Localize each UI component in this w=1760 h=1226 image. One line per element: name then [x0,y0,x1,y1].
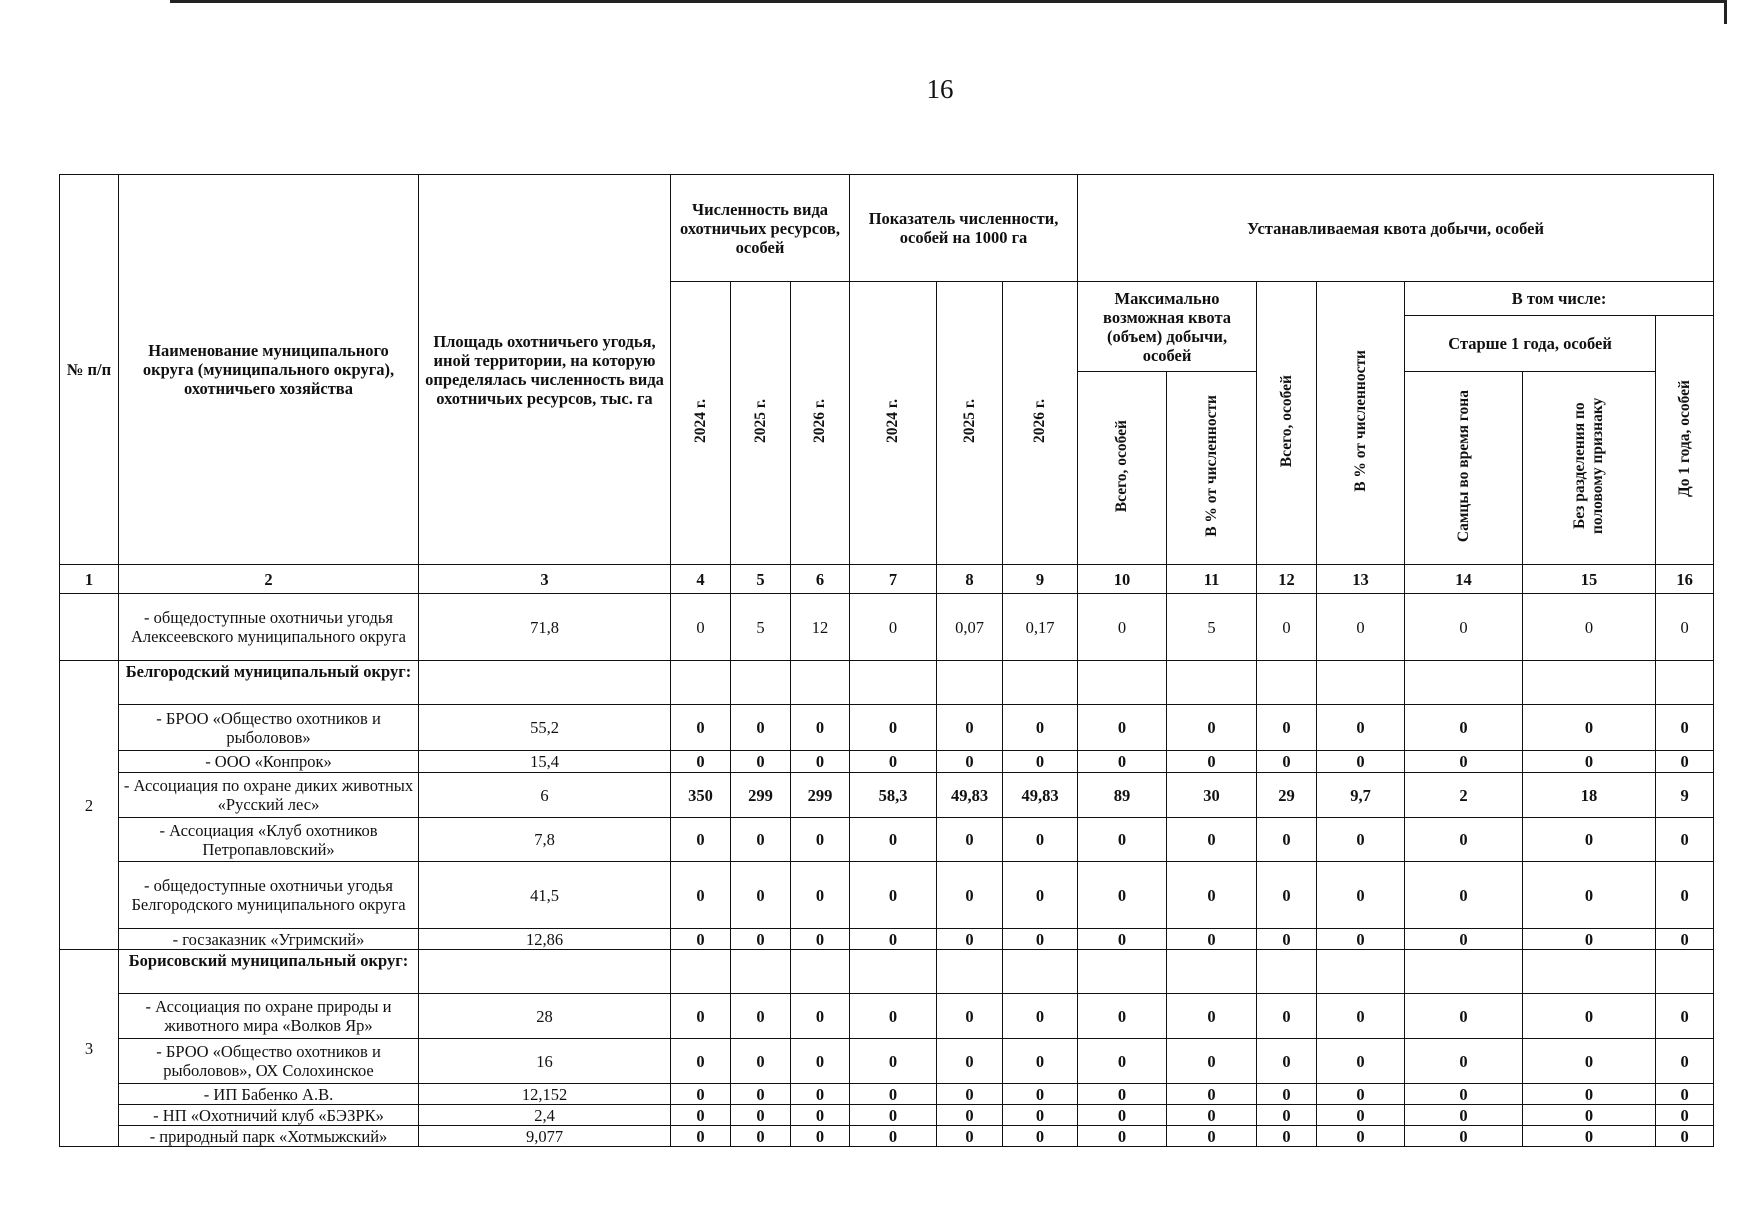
header-density-2026: 2026 г. [1003,282,1078,565]
header-area: Площадь охотничьего угодья, иной территории, на которую определялась численность вида охотничьих ресурсов, тыс. га [419,175,671,565]
value-cell: 0 [850,994,937,1039]
value-cell: 0 [1656,1105,1714,1126]
empty-cell [671,661,731,705]
value-cell: 0 [1003,1126,1078,1147]
value-cell: 0 [1656,1039,1714,1084]
hunting-ground-name: - НП «Охотничий клуб «БЭЗРК» [119,1105,419,1126]
value-cell: 0 [1405,1126,1523,1147]
area-cell: 6 [419,773,671,818]
column-number: 8 [937,565,1003,594]
value-cell: 0 [791,1105,850,1126]
value-cell: 0 [671,705,731,751]
table-row [60,929,1714,950]
area-cell: 28 [419,994,671,1039]
value-cell: 0 [791,751,850,773]
value-cell: 0 [731,818,791,862]
value-cell: 0 [791,929,850,950]
column-number: 16 [1656,565,1714,594]
empty-cell [937,661,1003,705]
column-number: 5 [731,565,791,594]
table-row [60,1126,1714,1147]
value-cell: 0 [937,994,1003,1039]
value-cell: 0 [1078,994,1167,1039]
table-row [60,862,1714,929]
value-cell: 0 [1656,1084,1714,1105]
hunting-ground-name: - Ассоциация по охране диких животных «Русский лес» [119,773,419,818]
district-row [60,661,1714,705]
empty-cell [1257,661,1317,705]
table-row [60,818,1714,862]
value-cell: 0 [1405,862,1523,929]
empty-cell [1257,950,1317,994]
header-total: Всего, особей [1257,282,1317,565]
value-cell: 30 [1167,773,1257,818]
value-cell: 0 [1003,994,1078,1039]
value-cell: 0 [1167,705,1257,751]
value-cell: 0 [1078,862,1167,929]
value-cell: 0 [937,1126,1003,1147]
empty-cell [1167,661,1257,705]
value-cell: 0 [1317,1126,1405,1147]
empty-cell [419,661,671,705]
value-cell: 0 [1523,705,1656,751]
value-cell: 0 [937,1105,1003,1126]
value-cell: 0 [1003,1084,1078,1105]
value-cell: 0 [731,1126,791,1147]
column-number: 10 [1078,565,1167,594]
value-cell: 0 [1405,994,1523,1039]
area-cell: 12,86 [419,929,671,950]
value-cell: 0 [1078,1105,1167,1126]
value-cell: 0 [791,1126,850,1147]
value-cell: 0 [1317,929,1405,950]
value-cell: 0 [1317,994,1405,1039]
value-cell: 0 [1257,994,1317,1039]
hunting-ground-name: - Ассоциация по охране природы и животного мира «Волков Яр» [119,994,419,1039]
value-cell: 0 [1078,705,1167,751]
value-cell: 0 [850,705,937,751]
area-cell: 16 [419,1039,671,1084]
header-pop-2025: 2025 г. [731,282,791,565]
table-row [60,594,1714,661]
hunting-ground-name: - БРОО «Общество охотников и рыболовов», ОХ Солохинское [119,1039,419,1084]
hunting-ground-name: - общедоступные охотничьи угодья Алексеевского муниципального округа [119,594,419,661]
empty-cell [1078,661,1167,705]
header-no: № п/п [60,175,119,565]
value-cell: 0 [1405,594,1523,661]
area-cell: 2,4 [419,1105,671,1126]
empty-cell [671,950,731,994]
value-cell: 0 [1078,1084,1167,1105]
top-border-line [170,0,1725,3]
table-row [60,1105,1714,1126]
value-cell: 0 [1257,751,1317,773]
value-cell: 0 [1656,751,1714,773]
header-max-total: Всего, особей [1078,372,1167,565]
value-cell: 0 [1167,1126,1257,1147]
empty-cell [1656,661,1714,705]
value-cell: 0 [1167,1039,1257,1084]
value-cell: 0 [1656,862,1714,929]
hunting-ground-name: - ИП Бабенко А.В. [119,1084,419,1105]
empty-cell [1317,661,1405,705]
district-name: Белгородский муниципальный округ: [119,661,419,705]
value-cell: 0 [937,818,1003,862]
district-name: Борисовский муниципальный округ: [119,950,419,994]
area-cell: 15,4 [419,751,671,773]
value-cell: 0 [731,862,791,929]
value-cell: 0 [1317,862,1405,929]
table-row [60,994,1714,1039]
header-row-1 [60,175,1714,282]
column-number: 14 [1405,565,1523,594]
area-cell: 9,077 [419,1126,671,1147]
value-cell: 49,83 [1003,773,1078,818]
value-cell: 9,7 [1317,773,1405,818]
empty-cell [937,950,1003,994]
value-cell: 0 [850,594,937,661]
value-cell: 0 [1003,705,1078,751]
value-cell: 0 [1317,594,1405,661]
header-max-quota: Максимально возможная квота (объем) добычи, особей [1078,282,1257,372]
column-number: 6 [791,565,850,594]
value-cell: 0 [937,862,1003,929]
empty-cell [1167,950,1257,994]
row-number: 3 [60,950,119,1147]
value-cell: 0 [1656,994,1714,1039]
value-cell: 0 [1656,594,1714,661]
value-cell: 0 [1656,929,1714,950]
column-number: 7 [850,565,937,594]
table-row [60,773,1714,818]
empty-cell [731,950,791,994]
value-cell: 0 [1523,994,1656,1039]
header-no-sex-split: Без разделения по половому признаку [1523,372,1656,565]
header-name: Наименование муниципального округа (муниципального округа), охотничьего хозяйства [119,175,419,565]
value-cell: 0 [671,818,731,862]
value-cell: 0 [671,751,731,773]
column-number: 13 [1317,565,1405,594]
empty-cell [1523,661,1656,705]
area-cell: 12,152 [419,1084,671,1105]
value-cell: 0 [1078,751,1167,773]
area-cell: 55,2 [419,705,671,751]
value-cell: 0 [1257,1126,1317,1147]
header-density-2025: 2025 г. [937,282,1003,565]
empty-cell [791,950,850,994]
area-cell: 71,8 [419,594,671,661]
value-cell: 0 [1523,1126,1656,1147]
header-under-1: До 1 года, особей [1656,316,1714,565]
value-cell: 0 [1405,705,1523,751]
row-number [60,594,119,661]
value-cell: 58,3 [850,773,937,818]
value-cell: 0 [1317,705,1405,751]
row-number: 2 [60,661,119,950]
empty-cell [1003,661,1078,705]
value-cell: 0 [1257,1084,1317,1105]
value-cell: 0 [1257,1039,1317,1084]
value-cell: 0 [1257,1105,1317,1126]
value-cell: 0 [1257,818,1317,862]
column-number: 15 [1523,565,1656,594]
value-cell: 299 [791,773,850,818]
column-number: 11 [1167,565,1257,594]
value-cell: 0 [850,818,937,862]
column-number: 12 [1257,565,1317,594]
value-cell: 0 [850,1126,937,1147]
value-cell: 0 [1656,1126,1714,1147]
value-cell: 0 [1405,1039,1523,1084]
value-cell: 0 [937,929,1003,950]
value-cell: 2 [1405,773,1523,818]
value-cell: 0 [850,1084,937,1105]
value-cell: 0 [731,1105,791,1126]
top-border-tick [1724,0,1727,24]
value-cell: 12 [791,594,850,661]
hunting-ground-name: - ООО «Конпрок» [119,751,419,773]
hunting-ground-name: - госзаказник «Угримский» [119,929,419,950]
value-cell: 0 [671,594,731,661]
value-cell: 0 [937,1039,1003,1084]
value-cell: 0 [731,1084,791,1105]
value-cell: 9 [1656,773,1714,818]
empty-cell [1405,950,1523,994]
header-quota: Устанавливаемая квота добычи, особей [1078,175,1714,282]
empty-cell [1078,950,1167,994]
value-cell: 0 [1167,862,1257,929]
value-cell: 5 [1167,594,1257,661]
value-cell: 0 [1078,1039,1167,1084]
value-cell: 0 [731,929,791,950]
value-cell: 0 [791,818,850,862]
value-cell: 0 [937,705,1003,751]
page-number: 16 [926,74,954,104]
value-cell: 0 [791,1084,850,1105]
value-cell: 0 [1167,1084,1257,1105]
value-cell: 49,83 [937,773,1003,818]
empty-cell [1523,950,1656,994]
hunting-ground-name: - природный парк «Хотмыжский» [119,1126,419,1147]
value-cell: 0 [850,1039,937,1084]
area-cell: 41,5 [419,862,671,929]
value-cell: 0 [1405,929,1523,950]
value-cell: 0 [1167,929,1257,950]
value-cell: 0 [850,1105,937,1126]
value-cell: 0 [1523,594,1656,661]
value-cell: 0 [671,1084,731,1105]
value-cell: 89 [1078,773,1167,818]
column-number: 3 [419,565,671,594]
header-percent: В % от численности [1317,282,1405,565]
district-row [60,950,1714,994]
value-cell: 0 [937,751,1003,773]
value-cell: 0 [1003,751,1078,773]
header-max-percent: В % от численности [1167,372,1257,565]
value-cell: 0 [1167,1105,1257,1126]
empty-cell [419,950,671,994]
header-density: Показатель численности, особей на 1000 га [850,175,1078,282]
value-cell: 0 [1257,705,1317,751]
hunting-ground-name: - Ассоциация «Клуб охотников Петропавловский» [119,818,419,862]
header-pop-2024: 2024 г. [671,282,731,565]
value-cell: 0 [671,994,731,1039]
value-cell: 0 [1317,1039,1405,1084]
value-cell: 0 [1317,1084,1405,1105]
value-cell: 5 [731,594,791,661]
hunting-ground-name: - БРОО «Общество охотников и рыболовов» [119,705,419,751]
value-cell: 299 [731,773,791,818]
value-cell: 0 [1405,1084,1523,1105]
value-cell: 0 [791,862,850,929]
value-cell: 0,17 [1003,594,1078,661]
value-cell: 0 [1078,1126,1167,1147]
value-cell: 0 [671,1105,731,1126]
value-cell: 0 [1523,1039,1656,1084]
value-cell: 0 [1317,818,1405,862]
value-cell: 0 [850,862,937,929]
value-cell: 0 [671,929,731,950]
value-cell: 0 [791,705,850,751]
value-cell: 18 [1523,773,1656,818]
area-cell: 7,8 [419,818,671,862]
empty-cell [1317,950,1405,994]
value-cell: 0 [1257,929,1317,950]
value-cell: 0 [671,1126,731,1147]
value-cell: 350 [671,773,731,818]
value-cell: 0 [850,929,937,950]
quota-table [59,174,1714,1147]
column-number: 9 [1003,565,1078,594]
value-cell: 0 [1078,594,1167,661]
value-cell: 0 [731,705,791,751]
value-cell: 0 [937,1084,1003,1105]
value-cell: 0 [1167,751,1257,773]
value-cell: 0 [1317,751,1405,773]
hunting-ground-name: - общедоступные охотничьи угодья Белгородского муниципального округа [119,862,419,929]
value-cell: 0 [1523,929,1656,950]
value-cell: 0 [671,1039,731,1084]
header-older-1: Старше 1 года, особей [1405,316,1656,372]
column-numbers-row [60,565,1714,594]
value-cell: 0 [731,751,791,773]
empty-cell [850,661,937,705]
value-cell: 0 [1003,818,1078,862]
value-cell: 0 [1405,818,1523,862]
table-row [60,1039,1714,1084]
table-row [60,1084,1714,1105]
value-cell: 0 [1523,818,1656,862]
value-cell: 0 [731,1039,791,1084]
value-cell: 29 [1257,773,1317,818]
value-cell: 0 [791,1039,850,1084]
value-cell: 0 [1523,751,1656,773]
column-number: 4 [671,565,731,594]
value-cell: 0 [731,994,791,1039]
value-cell: 0 [1078,818,1167,862]
value-cell: 0 [1003,862,1078,929]
value-cell: 0 [791,994,850,1039]
value-cell: 0 [1405,1105,1523,1126]
value-cell: 0 [1523,1084,1656,1105]
value-cell: 0 [850,751,937,773]
value-cell: 0,07 [937,594,1003,661]
empty-cell [1003,950,1078,994]
value-cell: 0 [1003,1039,1078,1084]
table-row [60,751,1714,773]
value-cell: 0 [1523,1105,1656,1126]
value-cell: 0 [1003,1105,1078,1126]
empty-cell [731,661,791,705]
table-row [60,705,1714,751]
value-cell: 0 [1003,929,1078,950]
value-cell: 0 [1317,1105,1405,1126]
header-density-2024: 2024 г. [850,282,937,565]
empty-cell [791,661,850,705]
header-pop-2026: 2026 г. [791,282,850,565]
empty-cell [1656,950,1714,994]
value-cell: 0 [1078,929,1167,950]
value-cell: 0 [1167,994,1257,1039]
column-number: 2 [119,565,419,594]
value-cell: 0 [1523,862,1656,929]
header-including: В том числе: [1405,282,1714,316]
header-population: Численность вида охотничьих ресурсов, особей [671,175,850,282]
value-cell: 0 [1656,705,1714,751]
value-cell: 0 [1257,594,1317,661]
value-cell: 0 [1257,862,1317,929]
value-cell: 0 [1405,751,1523,773]
column-number: 1 [60,565,119,594]
value-cell: 0 [671,862,731,929]
value-cell: 0 [1167,818,1257,862]
empty-cell [1405,661,1523,705]
empty-cell [850,950,937,994]
header-males: Самцы во время гона [1405,372,1523,565]
value-cell: 0 [1656,818,1714,862]
